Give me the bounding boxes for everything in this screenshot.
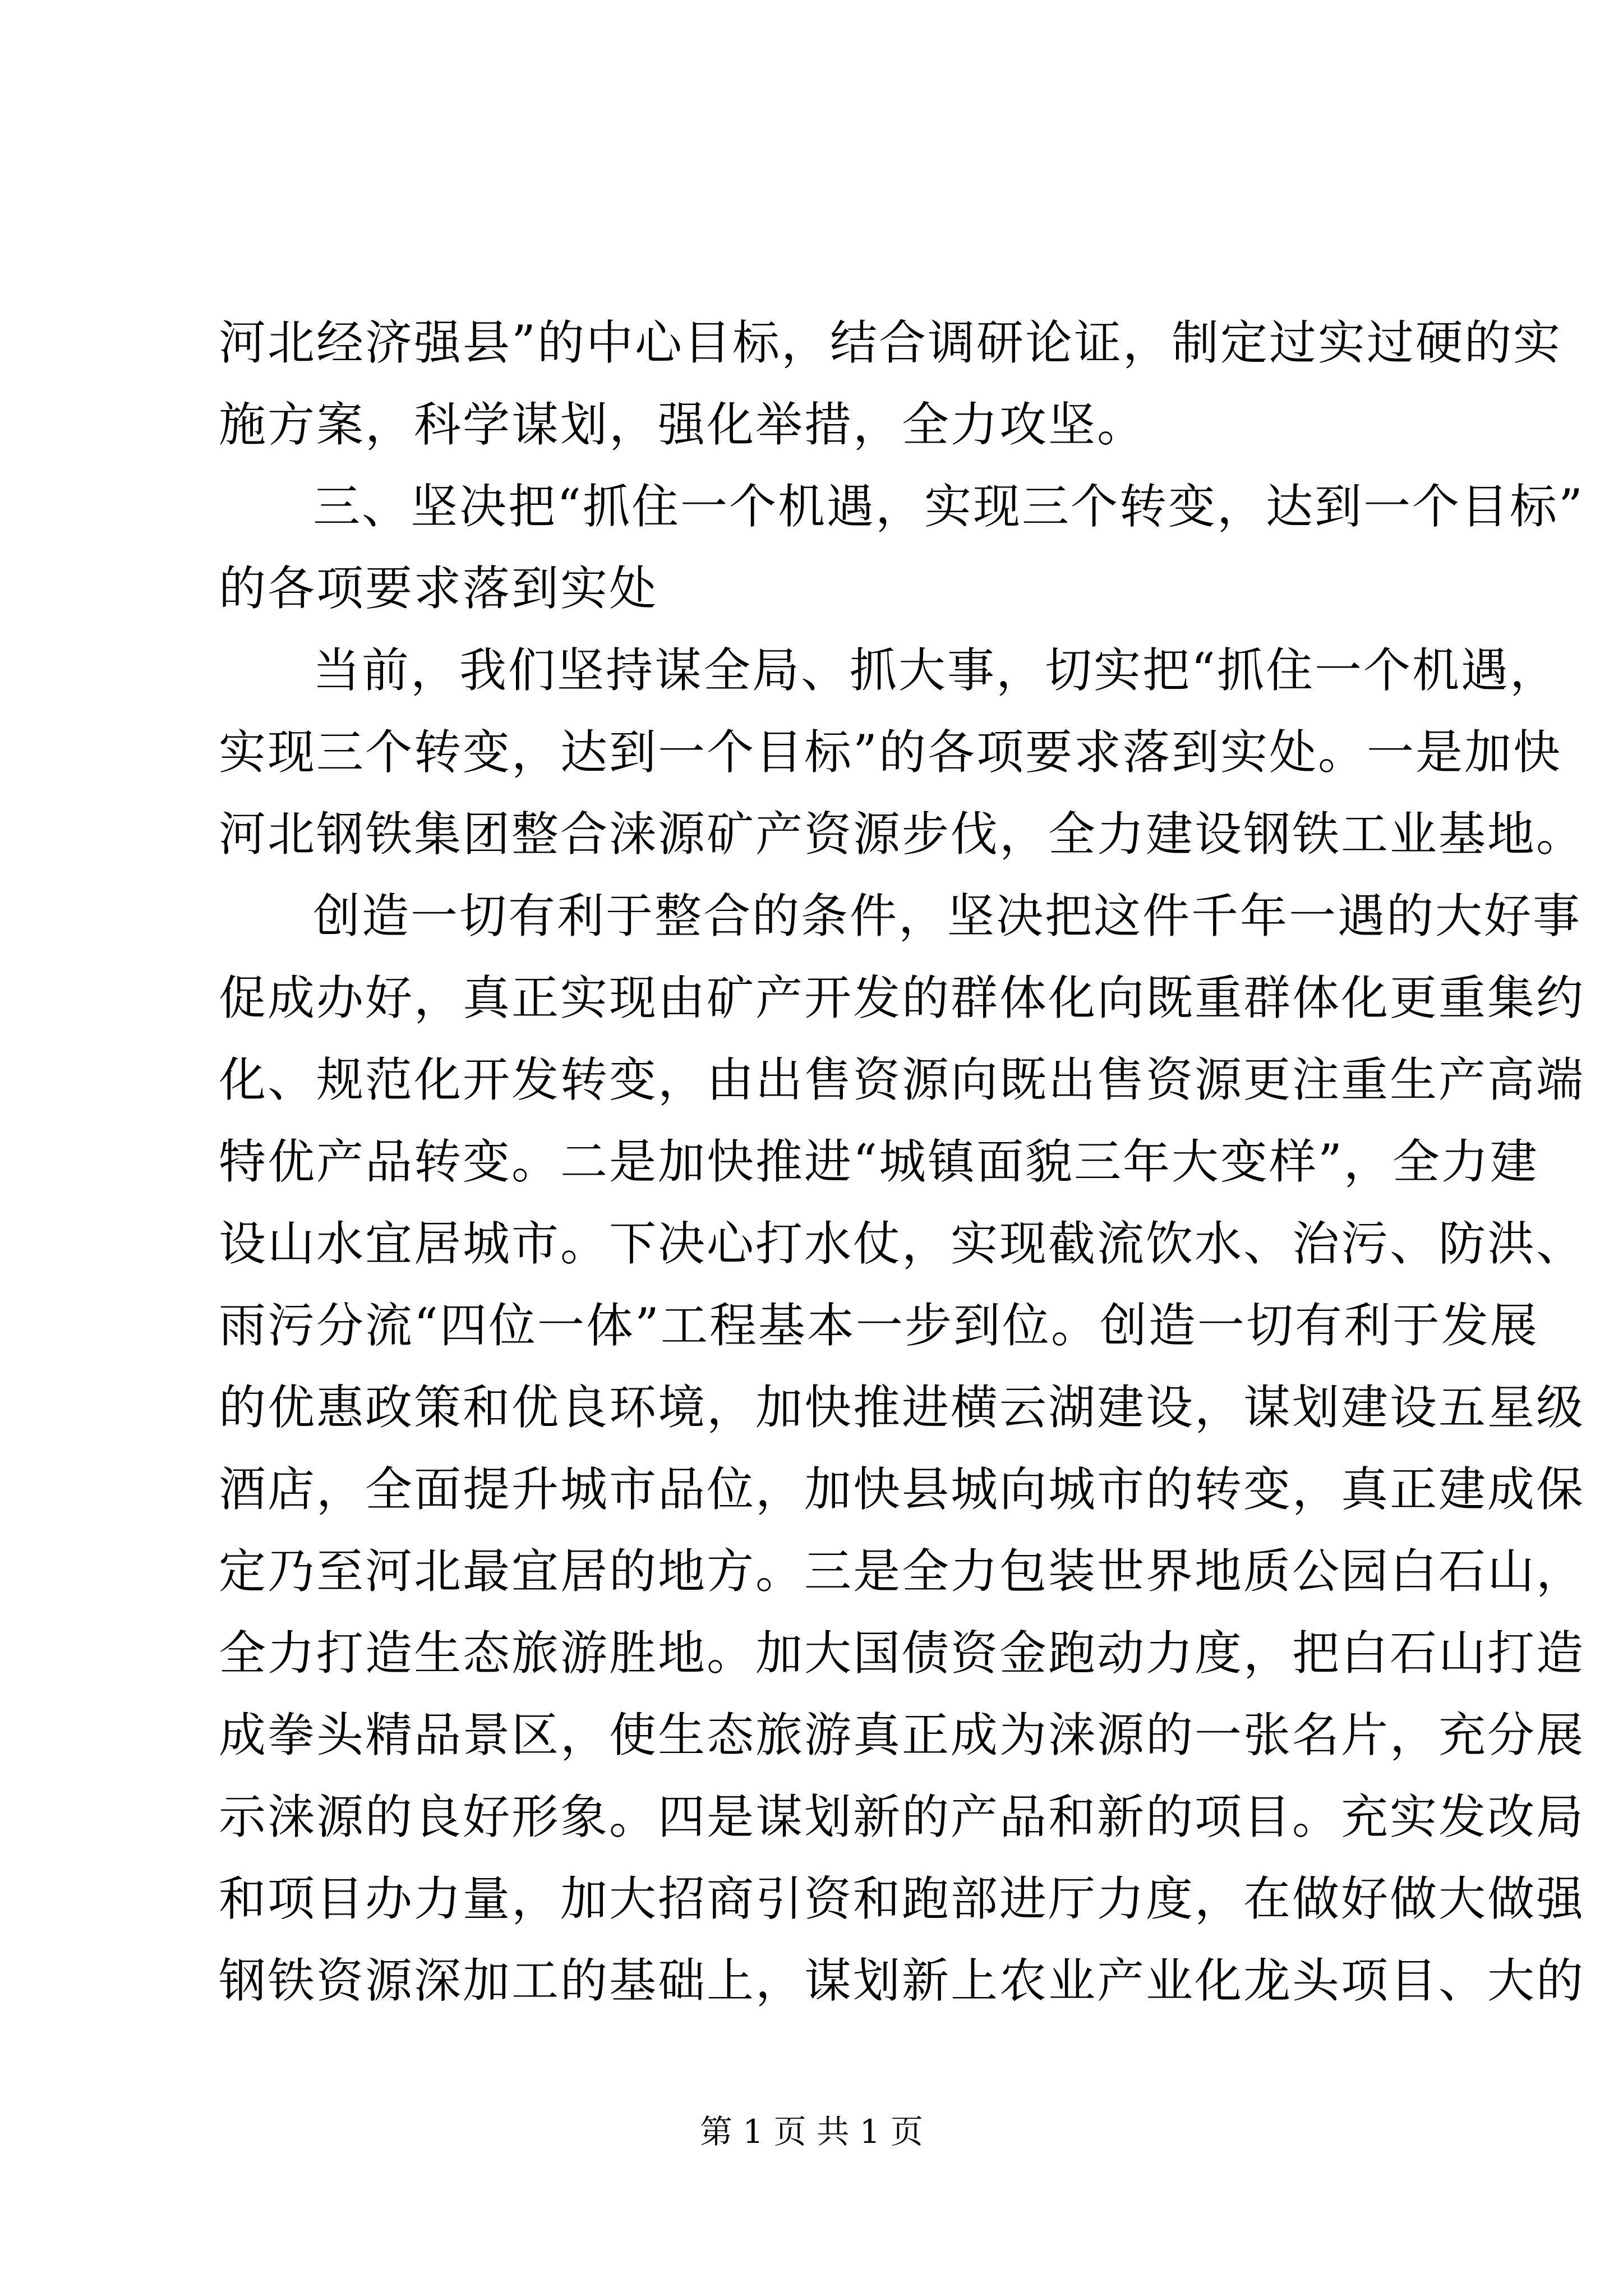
text-line: 示涞源的良好形象。四是谋划新的产品和新的项目。充实发改局 — [219, 1789, 1585, 1844]
text-line: 定乃至河北最宜居的地方。三是全力包装世界地质公园白石山， — [219, 1544, 1585, 1599]
text-line: 钢铁资源深加工的基础上，谋划新上农业产业化龙头项目、大的 — [219, 1953, 1585, 2008]
text-line: 实现三个转变，达到一个目标”的各项要求落到实处。一是加快 — [219, 725, 1562, 780]
text-line: 化、规范化开发转变，由出售资源向既出售资源更注重生产高端 — [219, 1052, 1585, 1107]
text-line: 三、坚决把“抓住一个机遇，实现三个转变，达到一个目标” — [313, 479, 1584, 534]
text-line: 和项目办力量，加大招商引资和跑部进厅力度，在做好做大做强 — [219, 1871, 1585, 1926]
text-line: 河北经济强县”的中心目标，结合调研论证，制定过实过硬的实 — [219, 315, 1562, 370]
text-line: 施方案，科学谋划，强化举措，全力攻坚。 — [219, 397, 1146, 452]
text-line: 当前，我们坚持谋全局、抓大事，切实把“抓住一个机遇， — [313, 643, 1559, 698]
text-line: 创造一切有利于整合的条件，坚决把这件千年一遇的大好事 — [313, 889, 1582, 944]
text-line: 成拳头精品景区，使生态旅游真正成为涞源的一张名片，充分展 — [219, 1708, 1585, 1763]
text-line: 的优惠政策和优良环境，加快推进横云湖建设，谋划建设五星级 — [219, 1380, 1585, 1435]
text-line: 的各项要求落到实处 — [219, 561, 658, 616]
page-footer: 第 1 页 共 1 页 — [700, 2113, 923, 2151]
text-line: 促成办好，真正实现由矿产开发的群体化向既重群体化更重集约 — [219, 970, 1585, 1025]
text-line: 河北钢铁集团整合涞源矿产资源步伐，全力建设钢铁工业基地。 — [219, 807, 1585, 862]
text-line: 酒店，全面提升城市品位，加快县城向城市的转变，真正建成保 — [219, 1462, 1585, 1517]
document-body — [219, 302, 1585, 2022]
text-line: 设山水宜居城市。下决心打水仗，实现截流饮水、治污、防洪、 — [219, 1216, 1585, 1271]
text-line: 雨污分流“四位一体”工程基本一步到位。创造一切有利于发展 — [219, 1298, 1539, 1353]
text-line: 特优产品转变。二是加快推进“城镇面貌三年大变样”，全力建 — [219, 1134, 1539, 1189]
text-line: 全力打造生态旅游胜地。加大国债资金跑动力度，把白石山打造 — [219, 1626, 1585, 1681]
